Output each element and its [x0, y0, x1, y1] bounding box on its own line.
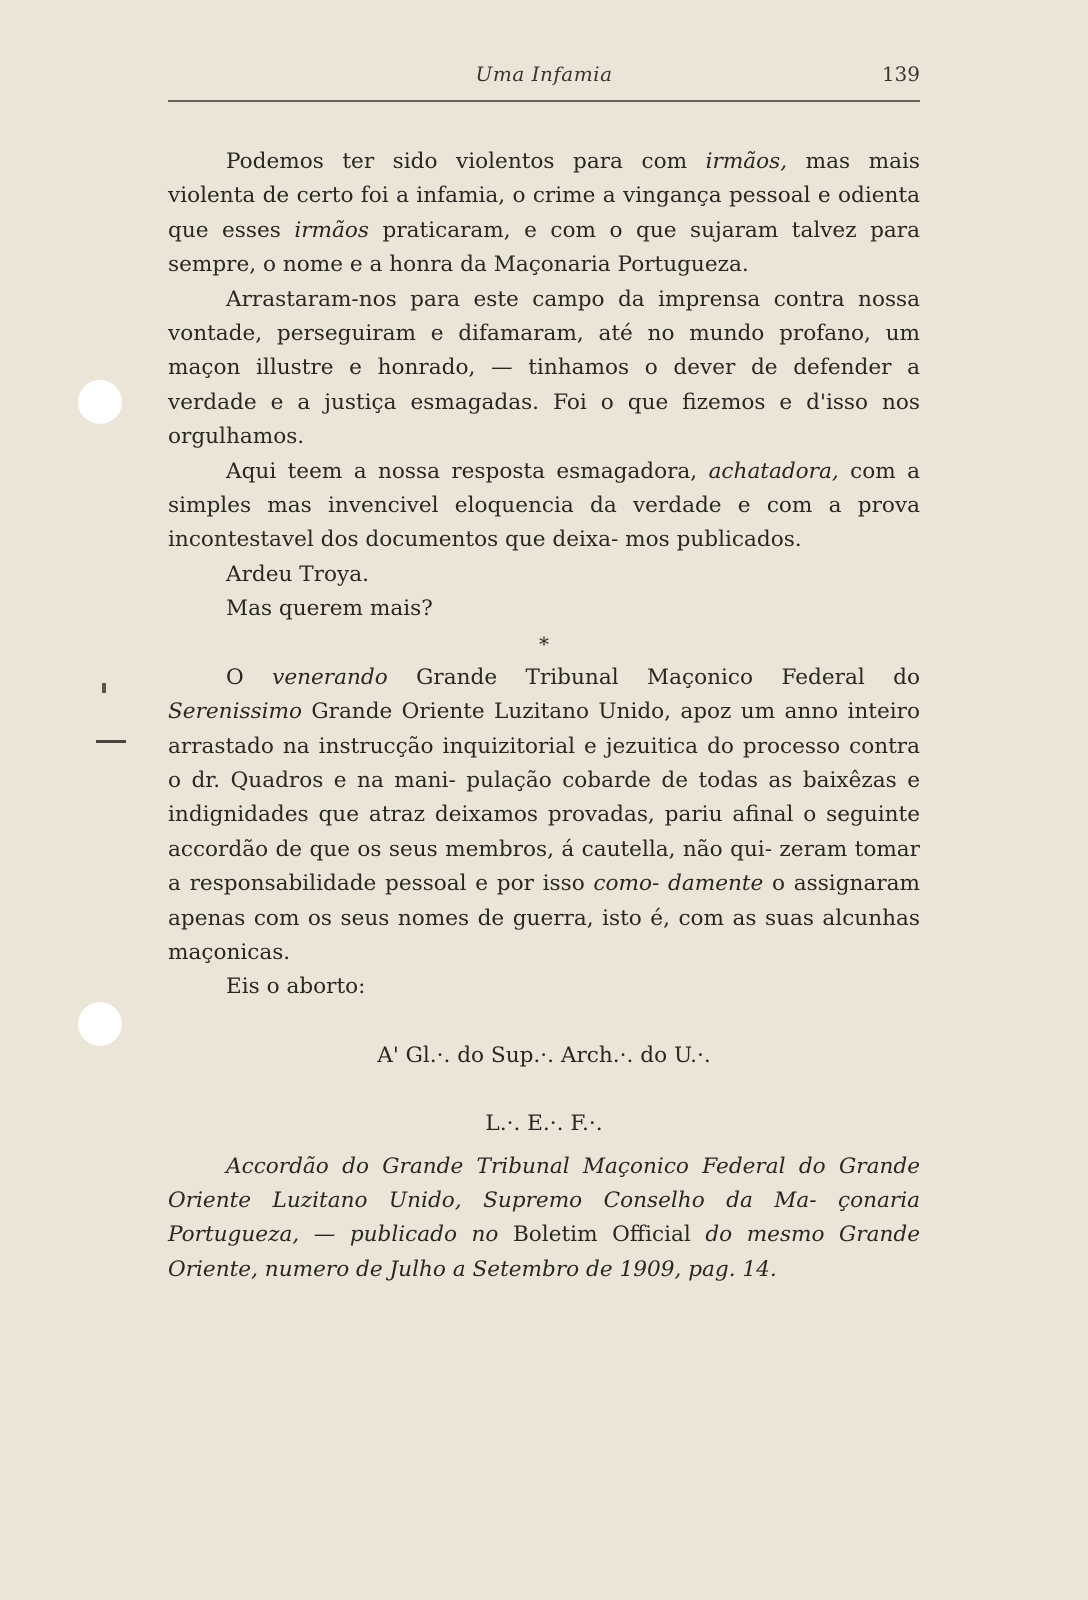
- text-line: mos publicados.: [625, 527, 802, 553]
- caption-text: [168, 1150, 920, 1288]
- paragraph: [168, 145, 920, 283]
- text-line: pulação cobarde de todas as baixêzas e indignidades: [168, 767, 920, 828]
- emphasis: venerando: [272, 664, 388, 690]
- accordao-caption: [168, 1150, 920, 1288]
- text-line: nossa vontade, perseguiram e difamaram, até no mundo: [168, 286, 920, 347]
- spacer: [168, 1005, 920, 1039]
- text-line: anno inteiro arrastado na instrucção inquizitorial e: [168, 699, 920, 759]
- text-span: o assignaram apenas com os seus nomes de: [168, 871, 920, 931]
- text-span: do: [690, 1222, 733, 1248]
- text-span: zeram tomar a responsabilidade pessoal e por isso: [168, 836, 920, 897]
- publication-name: Boletim Official: [512, 1222, 691, 1248]
- text-line: Maçonaria Portugueza.: [493, 252, 749, 278]
- text-span: praticaram, e com o: [369, 217, 623, 243]
- emphasis: damente: [668, 871, 764, 897]
- text-line: mesmo Grande Oriente, numero de Julho a Setembro de 1909,: [168, 1222, 920, 1282]
- text-line: mais violenta de certo foi a infamia, o crime a vingança: [168, 149, 920, 209]
- text-line: Arrastaram-nos para este campo da imprensa contra: [226, 286, 845, 312]
- paragraph: Eis o aborto:: [226, 974, 366, 1000]
- text-line: Foi o que fizemos e d'isso nos orgulhamos.: [168, 389, 920, 450]
- text-line: pag. 14.: [688, 1256, 777, 1282]
- text-line: com a prova incontestavel dos documentos que deixa-: [168, 493, 920, 553]
- paragraph: Ardeu Troya.: [226, 561, 369, 587]
- text-line: Accordão do Grande Tribunal Maçonico Federal do: [226, 1153, 826, 1179]
- header-rule: [168, 100, 920, 102]
- text-line: accordão de que os seus membros, á cautella, não qui-: [168, 836, 773, 862]
- text-span: pessoal e odienta que esses: [168, 183, 920, 243]
- emphasis: Serenissimo: [168, 699, 303, 725]
- page-number: 139: [881, 62, 920, 86]
- paragraph: [168, 455, 920, 558]
- document-heading: L.·. E.·. F.·.: [485, 1111, 603, 1137]
- emphasis: irmãos,: [705, 149, 788, 174]
- emphasis: achatadora,: [708, 458, 839, 484]
- binding-mark: [96, 740, 126, 743]
- text-line: jezuitica do processo contra o dr. Quadros e na mani-: [168, 733, 920, 793]
- document-heading: A' Gl.·. do Sup.·. Arch.·. do U.·.: [377, 1042, 711, 1068]
- text-line: com a simples mas invencivel eloquencia da verdade e: [168, 458, 920, 519]
- text-line: dever de defender a verdade e a justiça esmagadas.: [168, 355, 920, 415]
- text-line: que atraz deixamos provadas, pariu afinal o seguinte: [318, 802, 920, 828]
- emphasis: como-: [593, 871, 660, 897]
- section-separator: *: [539, 631, 549, 656]
- text-line: que sujaram talvez para sempre, o nome e a honra da: [168, 217, 920, 278]
- text-line: guerra, isto é, com as suas alcunhas maçonicas.: [168, 905, 920, 965]
- paragraph: Mas querem mais?: [226, 596, 433, 622]
- emphasis: irmãos: [294, 217, 369, 243]
- running-title: Uma Infamia: [475, 62, 613, 86]
- body-text: [168, 145, 920, 1287]
- text-line: profano, um maçon illustre e honrado, — tinhamos o: [168, 321, 920, 381]
- text-span: Grande Tribunal Maçonico Federal do: [387, 664, 920, 690]
- binding-hole: [78, 380, 122, 424]
- paragraph: [168, 661, 920, 971]
- text-line: Grande Oriente Luzitano Unido, Supremo Conselho da Ma-: [168, 1153, 920, 1213]
- page-header: [168, 62, 920, 92]
- text-span: Aqui teem a nossa resposta esmagadora,: [226, 458, 709, 484]
- text-span: mas: [787, 149, 851, 174]
- text-span: Grande Oriente Luzitano Unido, apoz um: [302, 699, 776, 725]
- paragraph: [168, 283, 920, 455]
- text-span: çonaria Portugueza, — publicado no: [168, 1187, 920, 1248]
- binding-mark: [102, 683, 106, 693]
- binding-hole: [78, 1002, 122, 1046]
- spacer: [168, 1073, 920, 1107]
- text-span: O: [226, 664, 273, 690]
- text-span: Podemos ter sido violentos para com: [226, 149, 706, 174]
